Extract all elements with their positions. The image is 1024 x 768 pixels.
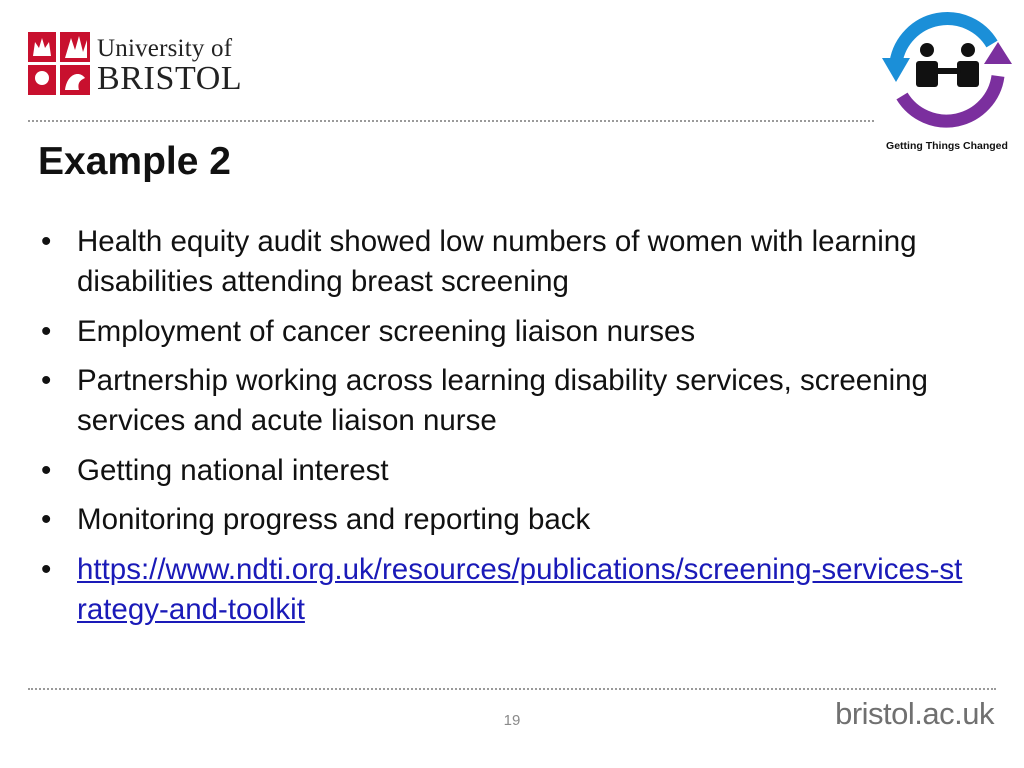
slide-title: Example 2 [38, 140, 231, 183]
footer-site-url: bristol.ac.uk [835, 696, 994, 731]
getting-things-changed-logo [872, 2, 1022, 154]
header-divider [28, 120, 874, 122]
bristol-crest-icon [27, 30, 91, 96]
bullet-item: • Monitoring progress and reporting back [38, 500, 968, 540]
footer-divider [28, 688, 996, 690]
university-of-bristol-logo [27, 30, 247, 98]
circular-arrows-people-icon [876, 2, 1018, 138]
university-wordmark-line2: BRISTOL [97, 60, 243, 97]
bullet-item: • Partnership working across learning disability services, screening services and acute liaison nurse [38, 361, 968, 441]
bullet-item-link [38, 550, 968, 630]
bullet-item: • Health equity audit showed low numbers of women with learning disabilities attending breast screening [38, 222, 968, 302]
gtc-logo-caption: Getting Things Changed [886, 140, 1008, 152]
page-number: 19 [503, 712, 521, 729]
bullet-list [38, 222, 968, 639]
university-wordmark [97, 35, 242, 96]
university-wordmark-line1: University of [97, 35, 233, 62]
ndti-toolkit-link[interactable]: https://www.ndti.org.uk/resources/publications/screening-services-strategy-and-toolkit [77, 552, 963, 626]
bullet-item: • Getting national interest [38, 451, 968, 491]
bullet-item: • Employment of cancer screening liaison nurses [38, 312, 968, 352]
